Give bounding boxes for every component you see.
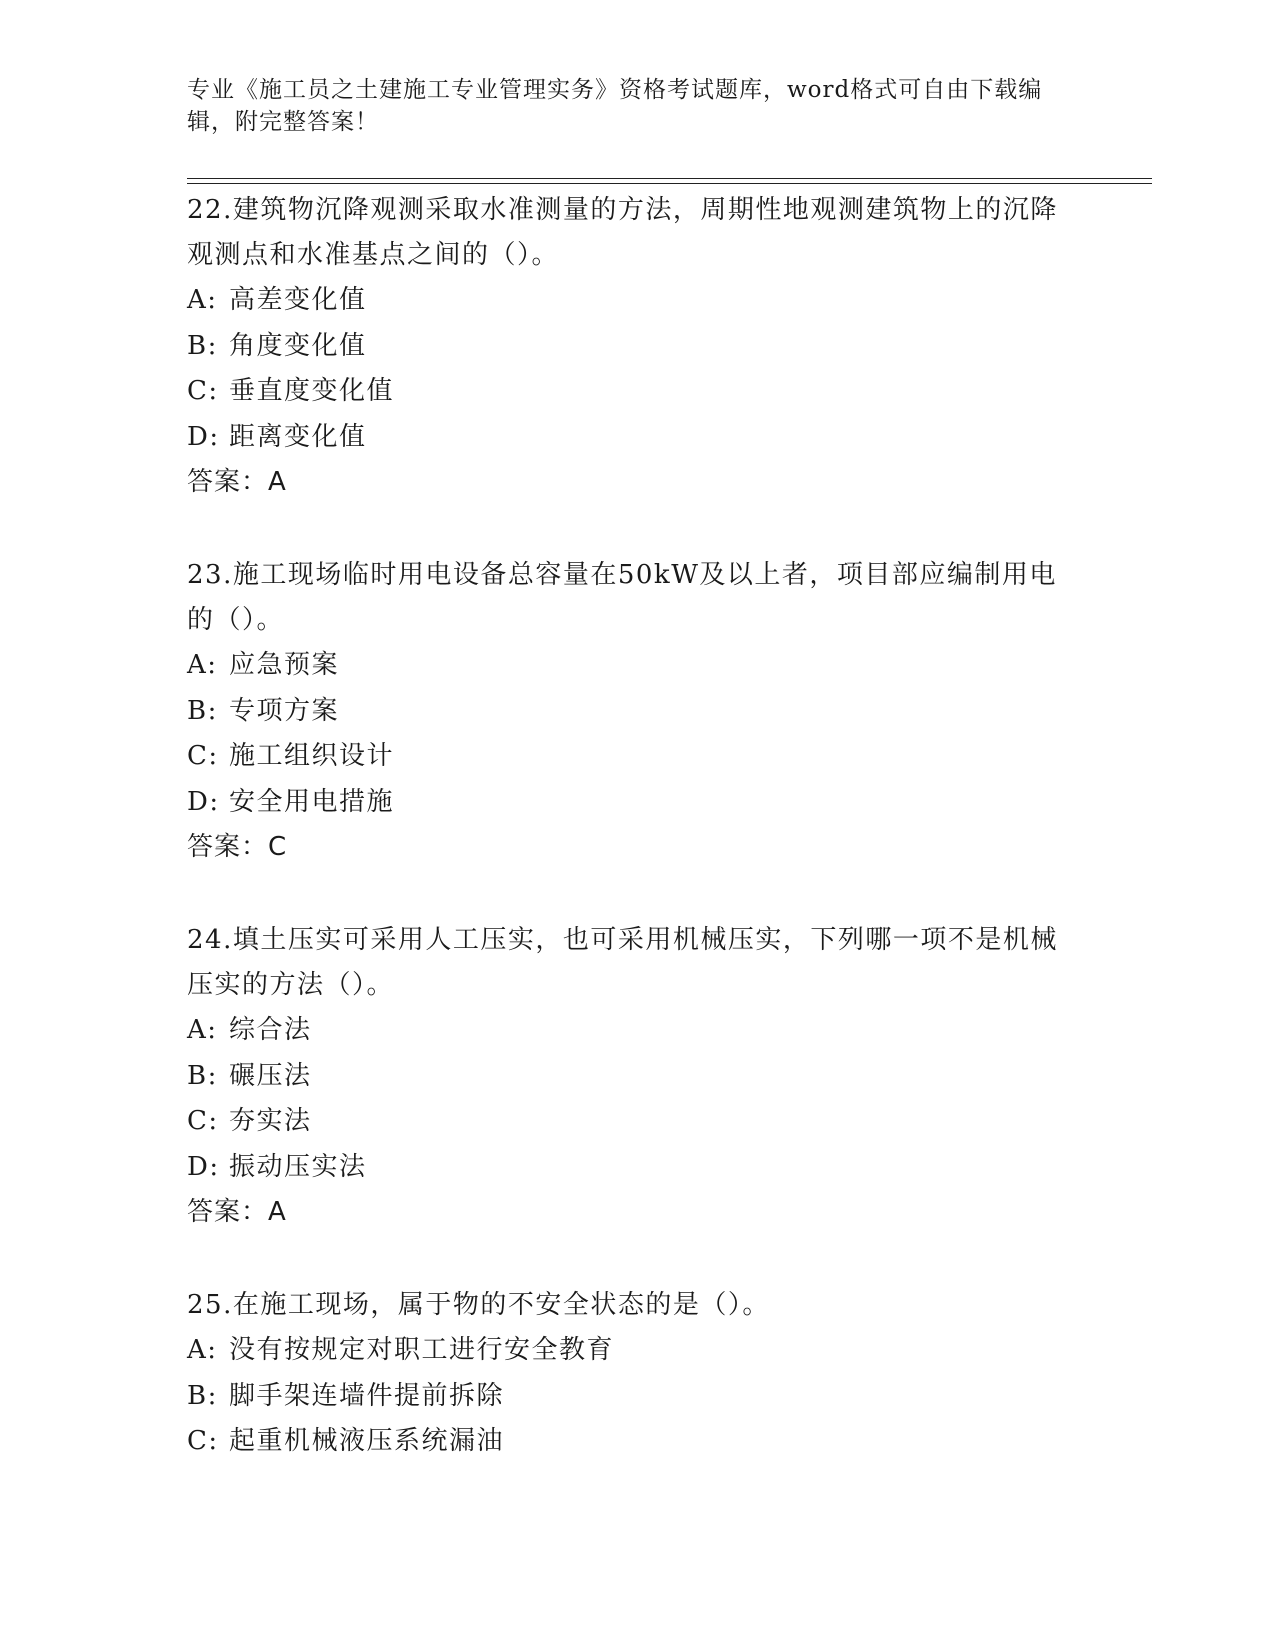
option-letter: C:	[187, 376, 219, 406]
option-b	[187, 1054, 1077, 1100]
option-letter: B:	[187, 695, 218, 726]
question-22	[187, 188, 1077, 506]
option-text: 垂直度变化值	[229, 376, 395, 406]
answer-line: 答案：C	[187, 832, 288, 862]
option-letter: B:	[187, 1060, 218, 1091]
option-text: 脚手架连墙件提前拆除	[229, 1380, 505, 1411]
question-24	[187, 918, 1077, 1236]
option-letter: D:	[187, 786, 220, 817]
option-text: 碾压法	[229, 1060, 312, 1091]
option-letter: A:	[187, 650, 218, 680]
option-a	[187, 278, 1077, 324]
option-text: 角度变化值	[229, 330, 367, 361]
question-stem: 22.建筑物沉降观测采取水准测量的方法，周期性地观测建筑物上的沉降观测点和水准基点之间的（）。	[187, 195, 1058, 270]
option-letter: C:	[187, 1426, 219, 1456]
option-b	[187, 1374, 1077, 1420]
option-c	[187, 734, 1077, 780]
option-letter: C:	[187, 741, 219, 771]
question-25	[187, 1283, 1077, 1465]
question-stem: 24.填土压实可采用人工压实，也可采用机械压实，下列哪一项不是机械压实的方法（）。	[187, 925, 1058, 1000]
option-text: 应急预案	[229, 650, 340, 680]
option-letter: D:	[187, 1151, 220, 1182]
answer-line: 答案：A	[187, 1197, 287, 1227]
option-d	[187, 1145, 1077, 1191]
option-text: 没有按规定对职工进行安全教育	[229, 1335, 615, 1365]
option-c	[187, 1419, 1077, 1465]
document-header: 专业《施工员之土建施工专业管理实务》资格考试题库，word格式可自由下载编辑，附完整答案！	[187, 77, 1043, 135]
option-letter: C:	[187, 1106, 219, 1136]
option-text: 安全用电措施	[229, 786, 395, 817]
option-d	[187, 780, 1077, 826]
option-letter: B:	[187, 330, 218, 361]
option-letter: B:	[187, 1380, 218, 1411]
option-a	[187, 1328, 1077, 1374]
option-b	[187, 689, 1077, 735]
option-text: 起重机械液压系统漏油	[229, 1426, 505, 1456]
option-text: 距离变化值	[229, 421, 367, 452]
option-text: 施工组织设计	[229, 741, 395, 771]
header-divider-bottom	[187, 183, 1152, 184]
option-text: 夯实法	[229, 1106, 312, 1136]
option-text: 综合法	[229, 1015, 312, 1045]
option-a	[187, 1008, 1077, 1054]
question-23	[187, 553, 1077, 871]
option-letter: A:	[187, 1015, 218, 1045]
option-text: 高差变化值	[229, 285, 367, 315]
option-letter: A:	[187, 1335, 218, 1365]
option-b	[187, 324, 1077, 370]
question-stem: 23.施工现场临时用电设备总容量在50kW及以上者，项目部应编制用电的（）。	[187, 560, 1057, 635]
option-text: 振动压实法	[229, 1151, 367, 1182]
option-letter: A:	[187, 285, 218, 315]
answer-line: 答案：A	[187, 467, 287, 497]
option-c	[187, 1099, 1077, 1145]
header-divider-top	[187, 178, 1152, 179]
option-letter: D:	[187, 421, 220, 452]
question-stem: 25.在施工现场，属于物的不安全状态的是（）。	[187, 1290, 770, 1320]
option-text: 专项方案	[229, 695, 340, 726]
option-c	[187, 369, 1077, 415]
option-a	[187, 643, 1077, 689]
option-d	[187, 415, 1077, 461]
